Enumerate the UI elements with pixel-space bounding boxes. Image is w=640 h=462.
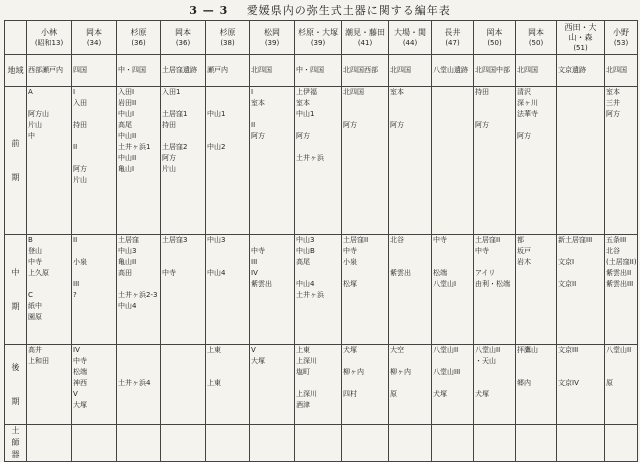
period-entry: 阿方 — [475, 121, 489, 129]
period-entry: 土井ヶ浜 — [296, 154, 324, 162]
period-cell — [161, 345, 206, 425]
period-entry: 阿方 — [343, 121, 357, 129]
period-entry — [162, 131, 204, 142]
period-entry — [207, 87, 248, 98]
period-entry: 紙中 — [28, 302, 42, 310]
period-entry: 室本 — [251, 99, 265, 107]
period-entry: 中寺 — [433, 236, 447, 244]
period-entry — [475, 98, 514, 109]
period-entry — [558, 367, 603, 378]
period-cell — [389, 87, 432, 235]
period-entry: 持田 — [162, 121, 176, 129]
period-cell — [342, 235, 389, 345]
period-cell — [295, 345, 342, 425]
period-cell — [117, 345, 161, 425]
period-cell — [72, 87, 117, 235]
period-cell — [557, 87, 605, 235]
period-entry — [475, 367, 514, 378]
period-entry — [433, 378, 472, 389]
period-entry: III — [73, 280, 80, 288]
period-entry: 片山 — [73, 176, 87, 184]
period-entry: 八堂山II — [606, 346, 632, 354]
period-cell — [605, 345, 638, 425]
period-entry: 中寺 — [28, 258, 42, 266]
region-cell: 中・四国 — [295, 55, 342, 87]
period-entry: 阿方 — [517, 132, 531, 140]
period-entry: 中山3 — [207, 236, 226, 244]
period-entry — [558, 268, 603, 279]
period-entry: 柳ヶ内 — [343, 368, 364, 376]
period-cell — [516, 235, 557, 345]
column-header: 西田・大山・森 (51) — [557, 21, 605, 55]
table-title — [0, 2, 640, 20]
period-entry: 室本 — [606, 88, 620, 96]
period-entry: 三井 — [606, 99, 620, 107]
period-entry: 土居窪II — [343, 236, 369, 244]
period-entry: 法華寺 — [517, 110, 538, 118]
column-header: 岡本 (34) — [72, 21, 117, 55]
period-entry: 阿方 — [606, 110, 620, 118]
column-header: 長井 (47) — [432, 21, 474, 55]
period-cell — [295, 87, 342, 235]
period-entry: 室本 — [390, 88, 404, 96]
period-entry: 中寺 — [162, 269, 176, 277]
period-entry: 中山3 — [296, 236, 315, 244]
period-entry: 土井ヶ浜4 — [118, 379, 151, 387]
period-entry: V — [73, 390, 78, 398]
empty-cell — [432, 425, 474, 462]
period-entry: 阿方 — [162, 154, 176, 162]
period-cell — [432, 87, 474, 235]
column-header: 杉原 (36) — [117, 21, 161, 55]
period-entry: ? — [73, 291, 77, 299]
period-entry — [73, 131, 115, 142]
empty-cell — [206, 425, 250, 462]
period-entry: 上東 — [207, 379, 221, 387]
period-cell — [389, 345, 432, 425]
period-entry: IV — [73, 346, 80, 354]
period-entry: A — [28, 88, 33, 96]
period-entry: 上東 — [296, 346, 310, 354]
empty-cell — [474, 425, 516, 462]
period-entry — [517, 367, 555, 378]
period-cell — [250, 87, 295, 235]
period-entry: B — [28, 236, 33, 244]
period-cell — [27, 87, 72, 235]
period-entry: 犬塚 — [343, 346, 357, 354]
period-cell — [342, 345, 389, 425]
period-entry: 深ヶ川 — [517, 99, 538, 107]
column-header: 小野 (53) — [605, 21, 638, 55]
period-cell — [27, 235, 72, 345]
period-entry: 犬塚 — [475, 390, 489, 398]
period-entry: 北四国 — [343, 88, 364, 96]
row-label-late: 後 期 — [5, 345, 27, 425]
region-cell: 四国 — [72, 55, 117, 87]
period-entry: II — [73, 236, 78, 244]
period-cell — [389, 235, 432, 345]
region-cell: 北四国 — [516, 55, 557, 87]
period-entry: 中山B — [296, 247, 315, 255]
period-entry: 片山 — [28, 121, 42, 129]
period-entry: 上深川 — [296, 357, 317, 365]
period-entry: 片山 — [162, 165, 176, 173]
period-entry — [207, 356, 248, 367]
period-entry: 文京IV — [558, 379, 579, 387]
period-entry: 中山II — [118, 132, 137, 140]
period-entry: 中山3 — [118, 247, 137, 255]
period-entry: C — [28, 291, 33, 299]
column-header: 松岡 (39) — [250, 21, 295, 55]
period-entry — [207, 120, 248, 131]
empty-cell — [27, 425, 72, 462]
empty-cell — [161, 425, 206, 462]
period-entry: 八堂山II — [433, 346, 459, 354]
period-entry — [390, 98, 430, 109]
region-cell: 中・四国 — [117, 55, 161, 87]
column-header: 岡本 (50) — [516, 21, 557, 55]
header-row — [5, 21, 638, 55]
period-entry: 柳ヶ内 — [390, 368, 411, 376]
period-entry: 中山I — [118, 110, 135, 118]
period-entry: 持田 — [73, 121, 87, 129]
period-cell — [117, 235, 161, 345]
period-entry — [251, 235, 293, 246]
period-entry: 紫雲出II — [606, 269, 632, 277]
period-cell — [206, 235, 250, 345]
period-entry — [296, 378, 340, 389]
period-entry — [118, 367, 159, 378]
period-entry: 土居窪2 — [162, 143, 188, 151]
column-header: 小林 (昭和13) — [27, 21, 72, 55]
period-entry: 中山2 — [207, 143, 226, 151]
period-entry: 園原 — [28, 313, 42, 321]
period-entry: 塩町 — [296, 368, 310, 376]
period-entry: 都 — [517, 236, 524, 244]
hajiki-row — [5, 425, 638, 462]
period-entry: 文京I — [558, 258, 575, 266]
period-entry — [390, 356, 430, 367]
period-entry: 土井ヶ浜2-3 — [118, 291, 158, 299]
period-entry: 上久原 — [28, 269, 49, 277]
row-label-region: 地域 — [5, 55, 27, 87]
empty-cell — [516, 425, 557, 462]
row-label-hajiki: 土 師 器 — [5, 425, 27, 462]
region-cell: 文京遺跡 — [557, 55, 605, 87]
period-entry: 阿方山 — [28, 110, 49, 118]
period-entry: 高尾 — [118, 121, 132, 129]
region-cell: 西部瀬戸内 — [27, 55, 72, 87]
period-entry — [207, 257, 248, 268]
period-entry — [433, 257, 472, 268]
period-entry: 小泉 — [343, 258, 357, 266]
empty-cell — [605, 425, 638, 462]
column-header: 杉原・大塚 (39) — [295, 21, 342, 55]
empty-cell — [250, 425, 295, 462]
column-header: 岡本 (50) — [474, 21, 516, 55]
period-entry: 神西 — [73, 379, 87, 387]
period-entry: 阿方 — [390, 121, 404, 129]
column-header: 潮見・藤田 (41) — [342, 21, 389, 55]
period-cell — [250, 235, 295, 345]
empty-cell — [117, 425, 161, 462]
period-entry: 原 — [606, 379, 613, 387]
period-entry: 上伊福 — [296, 88, 317, 96]
period-entry: 大塚 — [251, 357, 265, 365]
period-entry — [118, 345, 159, 356]
period-entry — [73, 109, 115, 120]
period-entry: 中寺 — [343, 247, 357, 255]
period-entry — [343, 356, 387, 367]
period-entry: 原 — [390, 390, 397, 398]
table-number: 3 — 3 — [189, 4, 229, 17]
period-entry: 中寺 — [73, 357, 87, 365]
period-cell — [605, 235, 638, 345]
period-entry: 松塚 — [343, 280, 357, 288]
period-entry: 郷内 — [517, 379, 531, 387]
column-header: 杉原 (38) — [206, 21, 250, 55]
region-row — [5, 55, 638, 87]
row-label-middle: 中 期 — [5, 235, 27, 345]
period-entry: 岩田II — [118, 99, 137, 107]
column-header: 岡本 (36) — [161, 21, 206, 55]
period-entry: アイリ — [475, 269, 496, 277]
period-entry — [433, 246, 472, 257]
period-entry — [251, 109, 293, 120]
period-entry — [343, 268, 387, 279]
period-entry — [296, 268, 340, 279]
period-entry — [28, 279, 70, 290]
period-entry: 上深川 — [296, 390, 317, 398]
period-cell — [557, 235, 605, 345]
period-entry — [343, 109, 387, 120]
period-entry — [296, 120, 340, 131]
period-entry: 中山1 — [296, 110, 315, 118]
period-entry: 持田 — [475, 88, 489, 96]
period-entry — [390, 246, 430, 257]
late-period-row — [5, 345, 638, 425]
period-entry — [475, 109, 514, 120]
period-entry — [73, 153, 115, 164]
period-entry: III — [251, 258, 258, 266]
region-cell: 北四国 — [250, 55, 295, 87]
period-entry: 中寺 — [475, 247, 489, 255]
period-entry — [207, 246, 248, 257]
region-cell: 北四国中部 — [474, 55, 516, 87]
period-cell — [161, 235, 206, 345]
period-entry: 犬塚 — [433, 390, 447, 398]
period-cell — [474, 87, 516, 235]
period-entry — [162, 246, 204, 257]
empty-cell — [295, 425, 342, 462]
period-entry: 坂戸 — [517, 247, 531, 255]
period-entry — [606, 367, 636, 378]
period-entry: 新土居窪III — [558, 236, 593, 244]
period-entry: 高田 — [118, 269, 132, 277]
period-entry: 土居窪3 — [162, 236, 188, 244]
period-entry — [343, 378, 387, 389]
row-label-early: 前 期 — [5, 87, 27, 235]
early-period-row — [5, 87, 638, 235]
period-entry: I — [251, 88, 254, 96]
period-entry: 文京III — [558, 346, 579, 354]
period-entry: 大空 — [390, 346, 404, 354]
period-entry: 亀山I — [118, 165, 135, 173]
period-entry: 阿方 — [73, 165, 87, 173]
region-cell: 北四国 — [389, 55, 432, 87]
empty-cell — [342, 425, 389, 462]
period-entry: 小泉 — [73, 258, 87, 266]
period-entry: 紫雲出III — [606, 280, 634, 288]
period-entry: 岩木 — [517, 258, 531, 266]
column-header: 大場・関 (44) — [389, 21, 432, 55]
period-entry: 文京II — [558, 280, 577, 288]
period-entry: 中山1 — [207, 110, 226, 118]
period-entry: 八堂山I — [433, 280, 457, 288]
period-entry — [517, 120, 555, 131]
period-cell — [474, 345, 516, 425]
period-cell — [432, 345, 474, 425]
period-entry — [475, 378, 514, 389]
period-entry: 中 — [28, 132, 35, 140]
period-entry — [73, 246, 115, 257]
period-entry: 室本 — [296, 99, 310, 107]
period-entry: V — [251, 346, 256, 354]
period-entry — [162, 257, 204, 268]
period-entry — [207, 367, 248, 378]
period-entry — [390, 378, 430, 389]
period-cell — [72, 345, 117, 425]
period-entry — [390, 257, 430, 268]
period-entry: 入田1 — [162, 88, 181, 96]
period-entry: 酒津 — [296, 401, 310, 409]
region-cell: 瀬戸内 — [206, 55, 250, 87]
region-cell: 八堂山遺跡 — [432, 55, 474, 87]
period-entry: 五条III — [606, 236, 627, 244]
middle-period-row — [5, 235, 638, 345]
period-entry: 入田 — [73, 99, 87, 107]
period-cell — [516, 87, 557, 235]
period-entry: II — [73, 143, 78, 151]
period-entry — [73, 268, 115, 279]
period-entry: II — [251, 121, 256, 129]
period-entry: 松端 — [433, 269, 447, 277]
period-cell — [516, 345, 557, 425]
period-entry: 中山II — [118, 154, 137, 162]
period-cell — [474, 235, 516, 345]
period-entry: 亀山II — [118, 258, 137, 266]
region-cell: 北四国 — [605, 55, 638, 87]
period-entry — [118, 356, 159, 367]
region-cell: 北四国西部 — [342, 55, 389, 87]
period-entry — [28, 98, 70, 109]
period-cell — [206, 87, 250, 235]
period-entry: 清沢 — [517, 88, 531, 96]
period-entry: 上東 — [207, 346, 221, 354]
period-cell — [557, 345, 605, 425]
empty-cell — [557, 425, 605, 462]
corner-cell — [5, 21, 27, 55]
region-cell: 土居窪遺跡 — [161, 55, 206, 87]
period-entry: 八堂山III — [433, 368, 461, 376]
period-entry — [207, 98, 248, 109]
period-cell — [250, 345, 295, 425]
period-entry: 中山4 — [118, 302, 137, 310]
period-entry — [207, 131, 248, 142]
period-cell — [72, 235, 117, 345]
empty-cell — [389, 425, 432, 462]
period-entry: 土居窪1 — [162, 110, 188, 118]
period-cell — [206, 345, 250, 425]
period-entry: 入田I — [118, 88, 135, 96]
period-entry: 紫雲出 — [251, 280, 272, 288]
period-entry: 土井ヶ浜1 — [118, 143, 151, 151]
period-entry: 中寺 — [251, 247, 265, 255]
period-cell — [605, 87, 638, 235]
period-entry — [162, 98, 204, 109]
period-entry: IV — [251, 269, 258, 277]
period-entry: 松端 — [73, 368, 87, 376]
period-entry: 高井 — [28, 346, 42, 354]
period-entry — [343, 98, 387, 109]
chronology-table — [4, 20, 638, 462]
period-entry: I — [73, 88, 76, 96]
period-entry — [558, 356, 603, 367]
period-entry — [558, 246, 603, 257]
period-entry — [296, 142, 340, 153]
period-entry: 拝鷹山 — [517, 346, 538, 354]
period-entry: 土居窪II — [475, 236, 501, 244]
period-entry: 土井ヶ浜 — [296, 291, 324, 299]
period-entry — [475, 257, 514, 268]
period-entry: 登山 — [28, 247, 42, 255]
period-entry: 北谷 — [390, 236, 404, 244]
period-entry — [433, 356, 472, 367]
period-entry: 紫雲出 — [390, 269, 411, 277]
period-entry — [606, 356, 636, 367]
period-cell — [117, 87, 161, 235]
period-cell — [295, 235, 342, 345]
period-entry: 中山4 — [207, 269, 226, 277]
period-entry: 阿方 — [251, 132, 265, 140]
period-entry: 大塚 — [73, 401, 87, 409]
period-entry: 北谷 — [606, 247, 620, 255]
period-entry: 四村 — [343, 390, 357, 398]
period-cell — [342, 87, 389, 235]
period-entry: 阿方 — [296, 132, 310, 140]
table-caption: 愛媛県内の弥生式土器に関する編年表 — [246, 4, 451, 17]
period-entry — [517, 356, 555, 367]
period-entry: 上和田 — [28, 357, 49, 365]
period-entry: 由利・松端 — [475, 280, 510, 288]
period-entry — [118, 279, 159, 290]
period-entry: 八堂山II — [475, 346, 501, 354]
period-cell — [161, 87, 206, 235]
period-entry: 高尾 — [296, 258, 310, 266]
period-entry — [390, 109, 430, 120]
period-entry: 土居窪 — [118, 236, 139, 244]
period-cell — [27, 345, 72, 425]
period-entry: (土居窪II) — [606, 258, 637, 266]
period-cell — [432, 235, 474, 345]
period-entry: 中山4 — [296, 280, 315, 288]
empty-cell — [72, 425, 117, 462]
period-entry: ・天山 — [475, 357, 496, 365]
